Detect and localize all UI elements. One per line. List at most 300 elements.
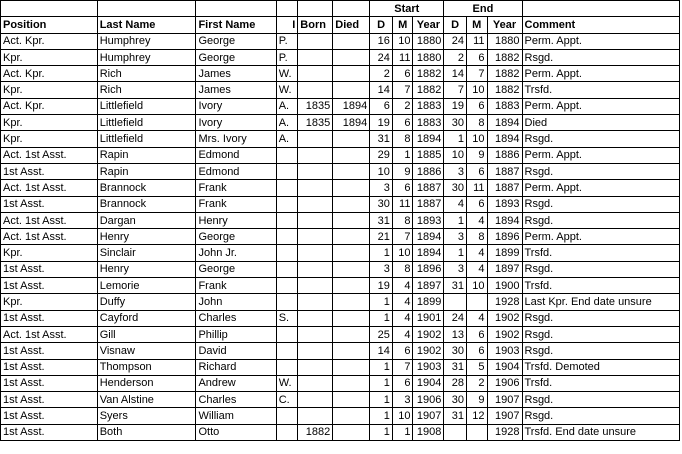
born-cell bbox=[298, 180, 333, 196]
position-cell: 1st Asst. bbox=[1, 163, 98, 179]
born-cell bbox=[298, 359, 333, 375]
end-month-cell: 8 bbox=[466, 229, 487, 245]
table-row bbox=[1, 343, 680, 359]
initial-cell: C. bbox=[276, 392, 298, 408]
column-header-row bbox=[1, 17, 680, 33]
start-year-cell: 1885 bbox=[413, 147, 444, 163]
initial-cell: W. bbox=[276, 375, 298, 391]
start-year-cell: 1886 bbox=[413, 163, 444, 179]
comment-cell: Died bbox=[522, 115, 680, 131]
start-day-cell: 1 bbox=[370, 310, 393, 326]
last-name-cell: Humphrey bbox=[97, 49, 196, 65]
end-year-cell: 1897 bbox=[487, 261, 522, 277]
last-name-cell: Littlefield bbox=[97, 98, 196, 114]
start-month-cell: 6 bbox=[392, 375, 413, 391]
last-name-cell: Syers bbox=[97, 408, 196, 424]
comment-cell: Trsfd. bbox=[522, 245, 680, 261]
end-month-cell: 4 bbox=[466, 310, 487, 326]
position-cell: 1st Asst. bbox=[1, 343, 98, 359]
last-name-cell: Brannock bbox=[97, 180, 196, 196]
end-day-cell: 24 bbox=[444, 310, 467, 326]
died-cell bbox=[333, 408, 370, 424]
start-year-cell: 1904 bbox=[413, 375, 444, 391]
end-year-cell: 1902 bbox=[487, 310, 522, 326]
initial-cell: W. bbox=[276, 66, 298, 82]
last-name-cell: Rapin bbox=[97, 163, 196, 179]
end-month-cell: 2 bbox=[466, 375, 487, 391]
comment-cell: Trsfd. bbox=[522, 375, 680, 391]
first-name-cell: Edmond bbox=[196, 147, 276, 163]
end-day-cell: 2 bbox=[444, 49, 467, 65]
born-cell bbox=[298, 245, 333, 261]
born-cell bbox=[298, 147, 333, 163]
last-name-cell: Henry bbox=[97, 229, 196, 245]
last-name-cell: Dargan bbox=[97, 212, 196, 228]
position-cell: Act. Kpr. bbox=[1, 98, 98, 114]
position-cell: Kpr. bbox=[1, 49, 98, 65]
initial-cell: P. bbox=[276, 49, 298, 65]
start-month-header: M bbox=[392, 17, 413, 33]
died-cell bbox=[333, 180, 370, 196]
start-month-cell: 11 bbox=[392, 196, 413, 212]
last-name-cell: Sinclair bbox=[97, 245, 196, 261]
end-year-cell: 1887 bbox=[487, 180, 522, 196]
start-month-cell: 11 bbox=[392, 49, 413, 65]
table-row bbox=[1, 408, 680, 424]
table-body bbox=[1, 33, 680, 440]
start-day-cell: 3 bbox=[370, 261, 393, 277]
end-year-cell: 1902 bbox=[487, 326, 522, 342]
born-cell bbox=[298, 392, 333, 408]
born-cell bbox=[298, 278, 333, 294]
end-year-cell: 1894 bbox=[487, 212, 522, 228]
table-row bbox=[1, 33, 680, 49]
first-name-cell: Frank bbox=[196, 196, 276, 212]
table-row bbox=[1, 115, 680, 131]
initial-cell bbox=[276, 180, 298, 196]
table-row bbox=[1, 82, 680, 98]
comment-cell: Perm. Appt. bbox=[522, 180, 680, 196]
born-cell: 1882 bbox=[298, 424, 333, 440]
end-day-cell: 1 bbox=[444, 131, 467, 147]
start-year-cell: 1897 bbox=[413, 278, 444, 294]
start-year-cell: 1907 bbox=[413, 408, 444, 424]
table-row bbox=[1, 163, 680, 179]
start-month-cell: 9 bbox=[392, 163, 413, 179]
position-cell: Act. Kpr. bbox=[1, 33, 98, 49]
last-name-cell: Thompson bbox=[97, 359, 196, 375]
died-cell bbox=[333, 359, 370, 375]
header-blank-cell bbox=[97, 1, 196, 17]
died-cell bbox=[333, 326, 370, 342]
end-year-cell: 1928 bbox=[487, 294, 522, 310]
first-name-cell: Phillip bbox=[196, 326, 276, 342]
table-row bbox=[1, 212, 680, 228]
first-name-cell: Mrs. Ivory bbox=[196, 131, 276, 147]
end-year-cell: 1886 bbox=[487, 147, 522, 163]
born-cell bbox=[298, 326, 333, 342]
born-cell bbox=[298, 310, 333, 326]
first-name-cell: James bbox=[196, 66, 276, 82]
first-name-cell: George bbox=[196, 229, 276, 245]
comment-cell: Trsfd. bbox=[522, 278, 680, 294]
table-row bbox=[1, 131, 680, 147]
last-name-header: Last Name bbox=[97, 17, 196, 33]
end-month-cell: 10 bbox=[466, 82, 487, 98]
comment-cell: Perm. Appt. bbox=[522, 33, 680, 49]
start-day-cell: 24 bbox=[370, 49, 393, 65]
end-month-cell: 6 bbox=[466, 49, 487, 65]
born-cell bbox=[298, 163, 333, 179]
start-day-cell: 1 bbox=[370, 424, 393, 440]
comment-cell: Rsgd. bbox=[522, 343, 680, 359]
table-row bbox=[1, 229, 680, 245]
first-name-cell: Otto bbox=[196, 424, 276, 440]
end-day-cell: 30 bbox=[444, 392, 467, 408]
first-name-cell: Ivory bbox=[196, 115, 276, 131]
position-cell: Act. 1st Asst. bbox=[1, 229, 98, 245]
start-year-cell: 1887 bbox=[413, 196, 444, 212]
died-cell bbox=[333, 261, 370, 277]
start-year-cell: 1894 bbox=[413, 131, 444, 147]
end-year-cell: 1882 bbox=[487, 66, 522, 82]
end-day-cell: 14 bbox=[444, 66, 467, 82]
end-year-cell: 1896 bbox=[487, 229, 522, 245]
end-year-cell: 1894 bbox=[487, 115, 522, 131]
end-month-cell: 8 bbox=[466, 115, 487, 131]
table-row bbox=[1, 180, 680, 196]
initial-cell bbox=[276, 245, 298, 261]
header-blank-cell bbox=[522, 1, 680, 17]
initial-cell bbox=[276, 147, 298, 163]
died-cell bbox=[333, 375, 370, 391]
start-day-cell: 25 bbox=[370, 326, 393, 342]
start-year-cell: 1908 bbox=[413, 424, 444, 440]
start-month-cell: 6 bbox=[392, 343, 413, 359]
header-blank-cell bbox=[276, 1, 298, 17]
end-year-cell: 1903 bbox=[487, 343, 522, 359]
last-name-cell: Cayford bbox=[97, 310, 196, 326]
died-cell bbox=[333, 278, 370, 294]
last-name-cell: Littlefield bbox=[97, 131, 196, 147]
born-cell bbox=[298, 294, 333, 310]
first-name-cell: David bbox=[196, 343, 276, 359]
end-day-cell: 30 bbox=[444, 115, 467, 131]
position-cell: 1st Asst. bbox=[1, 261, 98, 277]
end-day-cell bbox=[444, 424, 467, 440]
end-month-cell: 6 bbox=[466, 163, 487, 179]
end-day-cell: 1 bbox=[444, 245, 467, 261]
start-group-header: Start bbox=[370, 1, 444, 17]
position-cell: 1st Asst. bbox=[1, 375, 98, 391]
table-row bbox=[1, 359, 680, 375]
end-month-cell: 9 bbox=[466, 392, 487, 408]
start-month-cell: 4 bbox=[392, 278, 413, 294]
end-month-cell bbox=[466, 424, 487, 440]
born-cell bbox=[298, 49, 333, 65]
start-year-cell: 1880 bbox=[413, 49, 444, 65]
start-month-cell: 3 bbox=[392, 392, 413, 408]
end-year-cell: 1893 bbox=[487, 196, 522, 212]
position-cell: 1st Asst. bbox=[1, 392, 98, 408]
first-name-cell: Charles bbox=[196, 392, 276, 408]
position-cell: 1st Asst. bbox=[1, 196, 98, 212]
last-name-cell: Duffy bbox=[97, 294, 196, 310]
first-name-cell: John bbox=[196, 294, 276, 310]
died-cell bbox=[333, 131, 370, 147]
position-cell: 1st Asst. bbox=[1, 408, 98, 424]
start-month-cell: 8 bbox=[392, 212, 413, 228]
header-blank-cell bbox=[298, 1, 333, 17]
start-day-cell: 16 bbox=[370, 33, 393, 49]
end-year-cell: 1899 bbox=[487, 245, 522, 261]
initial-cell: A. bbox=[276, 115, 298, 131]
table-row bbox=[1, 245, 680, 261]
first-name-cell: George bbox=[196, 33, 276, 49]
last-name-cell: Rich bbox=[97, 82, 196, 98]
initial-cell bbox=[276, 196, 298, 212]
end-year-cell: 1882 bbox=[487, 82, 522, 98]
comment-cell: Rsgd. bbox=[522, 131, 680, 147]
table-row bbox=[1, 98, 680, 114]
end-year-cell: 1907 bbox=[487, 392, 522, 408]
first-name-cell: Edmond bbox=[196, 163, 276, 179]
start-year-cell: 1906 bbox=[413, 392, 444, 408]
end-day-cell: 31 bbox=[444, 359, 467, 375]
end-year-header: Year bbox=[487, 17, 522, 33]
start-day-cell: 21 bbox=[370, 229, 393, 245]
end-day-cell: 31 bbox=[444, 278, 467, 294]
start-day-cell: 1 bbox=[370, 245, 393, 261]
end-day-cell: 19 bbox=[444, 98, 467, 114]
initial-cell bbox=[276, 229, 298, 245]
start-day-cell: 14 bbox=[370, 343, 393, 359]
end-day-cell: 13 bbox=[444, 326, 467, 342]
first-name-cell: Henry bbox=[196, 212, 276, 228]
position-cell: 1st Asst. bbox=[1, 424, 98, 440]
end-day-cell: 3 bbox=[444, 163, 467, 179]
header-blank-cell bbox=[196, 1, 276, 17]
born-cell bbox=[298, 229, 333, 245]
position-cell: Act. 1st Asst. bbox=[1, 326, 98, 342]
start-year-cell: 1882 bbox=[413, 82, 444, 98]
end-day-header: D bbox=[444, 17, 467, 33]
group-header-row bbox=[1, 1, 680, 17]
initial-cell bbox=[276, 359, 298, 375]
end-day-cell: 31 bbox=[444, 408, 467, 424]
end-year-cell: 1907 bbox=[487, 408, 522, 424]
table-row bbox=[1, 310, 680, 326]
start-month-cell: 7 bbox=[392, 82, 413, 98]
end-month-cell: 11 bbox=[466, 180, 487, 196]
table-row bbox=[1, 294, 680, 310]
position-cell: Act. 1st Asst. bbox=[1, 212, 98, 228]
position-cell: Act. Kpr. bbox=[1, 66, 98, 82]
table-row bbox=[1, 278, 680, 294]
table-row bbox=[1, 424, 680, 440]
table-row bbox=[1, 66, 680, 82]
born-cell bbox=[298, 375, 333, 391]
died-cell bbox=[333, 82, 370, 98]
died-cell bbox=[333, 424, 370, 440]
table-row bbox=[1, 375, 680, 391]
start-month-cell: 6 bbox=[392, 180, 413, 196]
comment-cell: Last Kpr. End date unsure bbox=[522, 294, 680, 310]
end-year-cell: 1883 bbox=[487, 98, 522, 114]
born-cell: 1835 bbox=[298, 115, 333, 131]
end-day-cell: 7 bbox=[444, 82, 467, 98]
died-cell bbox=[333, 212, 370, 228]
comment-cell: Trsfd. End date unsure bbox=[522, 424, 680, 440]
born-cell bbox=[298, 261, 333, 277]
initial-cell bbox=[276, 278, 298, 294]
start-year-cell: 1894 bbox=[413, 229, 444, 245]
start-day-cell: 1 bbox=[370, 375, 393, 391]
start-month-cell: 4 bbox=[392, 326, 413, 342]
start-year-cell: 1902 bbox=[413, 343, 444, 359]
born-cell bbox=[298, 212, 333, 228]
end-month-cell: 6 bbox=[466, 98, 487, 114]
born-cell bbox=[298, 33, 333, 49]
start-day-cell: 14 bbox=[370, 82, 393, 98]
first-name-cell: George bbox=[196, 261, 276, 277]
start-day-cell: 1 bbox=[370, 392, 393, 408]
start-month-cell: 4 bbox=[392, 310, 413, 326]
comment-cell: Perm. Appt. bbox=[522, 147, 680, 163]
start-year-cell: 1902 bbox=[413, 326, 444, 342]
died-cell bbox=[333, 66, 370, 82]
table-row bbox=[1, 392, 680, 408]
first-name-cell: John Jr. bbox=[196, 245, 276, 261]
last-name-cell: Visnaw bbox=[97, 343, 196, 359]
last-name-cell: Brannock bbox=[97, 196, 196, 212]
first-name-cell: Frank bbox=[196, 180, 276, 196]
start-day-cell: 3 bbox=[370, 180, 393, 196]
first-name-cell: Frank bbox=[196, 278, 276, 294]
start-month-cell: 10 bbox=[392, 33, 413, 49]
comment-cell: Perm. Appt. bbox=[522, 98, 680, 114]
end-month-cell: 6 bbox=[466, 343, 487, 359]
died-cell bbox=[333, 196, 370, 212]
born-cell bbox=[298, 82, 333, 98]
start-month-cell: 10 bbox=[392, 408, 413, 424]
end-day-cell: 30 bbox=[444, 343, 467, 359]
died-header: Died bbox=[333, 17, 370, 33]
last-name-cell: Rapin bbox=[97, 147, 196, 163]
start-day-cell: 2 bbox=[370, 66, 393, 82]
start-month-cell: 6 bbox=[392, 66, 413, 82]
last-name-cell: Henderson bbox=[97, 375, 196, 391]
initial-cell bbox=[276, 163, 298, 179]
position-cell: Kpr. bbox=[1, 245, 98, 261]
start-day-cell: 30 bbox=[370, 196, 393, 212]
initial-header: I bbox=[276, 17, 298, 33]
end-year-cell: 1894 bbox=[487, 131, 522, 147]
header-blank-cell bbox=[333, 1, 370, 17]
end-day-cell: 28 bbox=[444, 375, 467, 391]
end-year-cell: 1906 bbox=[487, 375, 522, 391]
start-year-cell: 1880 bbox=[413, 33, 444, 49]
start-month-cell: 7 bbox=[392, 229, 413, 245]
end-month-cell: 4 bbox=[466, 212, 487, 228]
comment-cell: Rsgd. bbox=[522, 196, 680, 212]
start-day-cell: 29 bbox=[370, 147, 393, 163]
comment-cell: Rsgd. bbox=[522, 326, 680, 342]
end-day-cell: 10 bbox=[444, 147, 467, 163]
end-month-cell: 4 bbox=[466, 245, 487, 261]
end-month-cell: 6 bbox=[466, 196, 487, 212]
initial-cell: S. bbox=[276, 310, 298, 326]
initial-cell bbox=[276, 261, 298, 277]
first-name-cell: James bbox=[196, 82, 276, 98]
first-name-cell: George bbox=[196, 49, 276, 65]
end-day-cell: 3 bbox=[444, 229, 467, 245]
position-cell: 1st Asst. bbox=[1, 359, 98, 375]
position-cell: Kpr. bbox=[1, 115, 98, 131]
start-year-cell: 1887 bbox=[413, 180, 444, 196]
initial-cell: A. bbox=[276, 131, 298, 147]
initial-cell: P. bbox=[276, 33, 298, 49]
start-day-cell: 19 bbox=[370, 115, 393, 131]
end-year-cell: 1882 bbox=[487, 49, 522, 65]
position-cell: Act. 1st Asst. bbox=[1, 147, 98, 163]
end-month-cell: 4 bbox=[466, 261, 487, 277]
last-name-cell: Rich bbox=[97, 66, 196, 82]
initial-cell bbox=[276, 343, 298, 359]
start-year-cell: 1894 bbox=[413, 245, 444, 261]
end-month-header: M bbox=[466, 17, 487, 33]
end-month-cell: 11 bbox=[466, 33, 487, 49]
start-day-cell: 1 bbox=[370, 294, 393, 310]
start-day-cell: 31 bbox=[370, 212, 393, 228]
end-year-cell: 1887 bbox=[487, 163, 522, 179]
born-header: Born bbox=[298, 17, 333, 33]
born-cell bbox=[298, 66, 333, 82]
end-month-cell: 9 bbox=[466, 147, 487, 163]
died-cell: 1894 bbox=[333, 115, 370, 131]
died-cell: 1894 bbox=[333, 98, 370, 114]
born-cell: 1835 bbox=[298, 98, 333, 114]
position-cell: Kpr. bbox=[1, 82, 98, 98]
start-month-cell: 10 bbox=[392, 245, 413, 261]
first-name-header: First Name bbox=[196, 17, 276, 33]
start-month-cell: 8 bbox=[392, 131, 413, 147]
start-year-cell: 1899 bbox=[413, 294, 444, 310]
last-name-cell: Humphrey bbox=[97, 33, 196, 49]
end-group-header: End bbox=[444, 1, 522, 17]
comment-cell: Rsgd. bbox=[522, 392, 680, 408]
end-year-cell: 1880 bbox=[487, 33, 522, 49]
comment-cell: Rsgd. bbox=[522, 212, 680, 228]
start-year-cell: 1903 bbox=[413, 359, 444, 375]
end-day-cell: 4 bbox=[444, 196, 467, 212]
start-day-cell: 6 bbox=[370, 98, 393, 114]
table-row bbox=[1, 196, 680, 212]
end-month-cell: 10 bbox=[466, 278, 487, 294]
end-year-cell: 1900 bbox=[487, 278, 522, 294]
start-month-cell: 1 bbox=[392, 147, 413, 163]
initial-cell bbox=[276, 326, 298, 342]
end-month-cell: 7 bbox=[466, 66, 487, 82]
first-name-cell: Andrew bbox=[196, 375, 276, 391]
died-cell bbox=[333, 294, 370, 310]
first-name-cell: Charles bbox=[196, 310, 276, 326]
first-name-cell: Richard bbox=[196, 359, 276, 375]
died-cell bbox=[333, 343, 370, 359]
initial-cell: A. bbox=[276, 98, 298, 114]
comment-cell: Trsfd. Demoted bbox=[522, 359, 680, 375]
last-name-cell: Gill bbox=[97, 326, 196, 342]
